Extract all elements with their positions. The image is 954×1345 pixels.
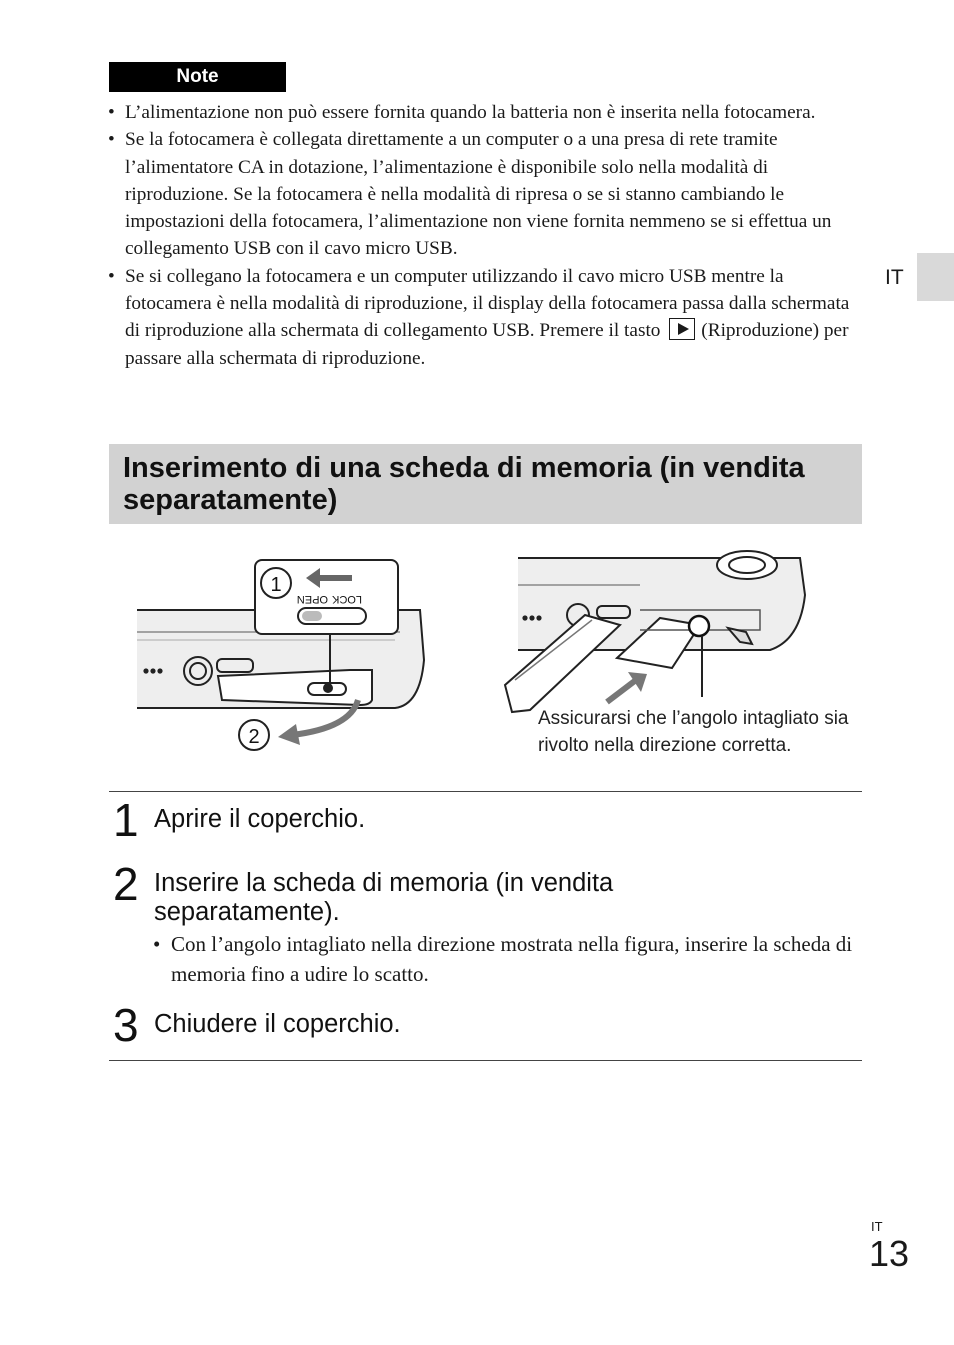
page-number: 13 xyxy=(869,1233,910,1274)
step-number: 3 xyxy=(113,999,139,1051)
divider xyxy=(109,1060,862,1061)
note-item xyxy=(108,263,860,372)
step-text: Aprire il coperchio. xyxy=(154,805,366,833)
language-tab-label: IT xyxy=(885,266,904,289)
note-item: • L’alimentazione non può essere fornita quando la batteria non è inserita nella fotocamera. xyxy=(108,99,860,126)
step-text: Chiudere il coperchio. xyxy=(154,1010,401,1038)
note-item-text: Se si collegano la fotocamera e un computer utilizzando il cavo micro USB mentre la fotocamera è nella modalità di riproduzione, il display della fotocamera passa dalla schermata di riproduzione alla schermata di collegamento USB. Premere il xyxy=(125,265,850,342)
language-tab xyxy=(917,253,954,301)
note-item-text: (Riproduzione) per passare alla schermata di riproduzione. xyxy=(125,320,849,369)
note-item-text: tasto xyxy=(624,320,661,342)
step-marker-1: 1 xyxy=(270,574,282,596)
step-marker-2: 2 xyxy=(248,726,260,748)
play-icon xyxy=(669,318,695,340)
lock-label: LOCK xyxy=(332,593,362,605)
figure-caption: Assicurarsi che l’angolo intagliato sia rivolto nella direzione corretta. xyxy=(538,708,849,756)
lock-callout-box xyxy=(255,560,398,634)
step-number: 1 xyxy=(113,794,139,846)
step-text: Inserire la scheda di memoria (in vendita separatamente). xyxy=(154,869,614,926)
section-heading: Inserimento di una scheda di memoria (in vendita separatamente) xyxy=(109,444,862,524)
open-label: OPEN xyxy=(296,593,328,605)
divider xyxy=(109,791,862,792)
camera-right-illustration xyxy=(505,551,805,712)
note-item: • Se la fotocamera è collegata direttamente a un computer o a una presa di rete tramite l’alimentatore CA in dotazione, l’alimentazione è disponibile solo nella modalità di riproduzione. Se la fotocamera è nella modalità di ripresa o se si stanno cambiando le impostazioni della fotocamera, l’alimentazione non viene fornita nemmeno se si effettua un collegamento USB con il cavo micro USB. xyxy=(108,126,860,262)
step-bullet-list xyxy=(153,929,861,989)
insert-direction-arrow xyxy=(607,672,647,702)
note-list xyxy=(108,99,860,372)
step-bullet: • Con l’angolo intagliato nella direzione mostrata nella figura, inserire la scheda di memoria fino a udire lo scatto. xyxy=(153,929,861,989)
footer-language: IT xyxy=(871,1219,883,1234)
step-number: 2 xyxy=(113,858,139,910)
note-label: Note xyxy=(109,62,286,92)
